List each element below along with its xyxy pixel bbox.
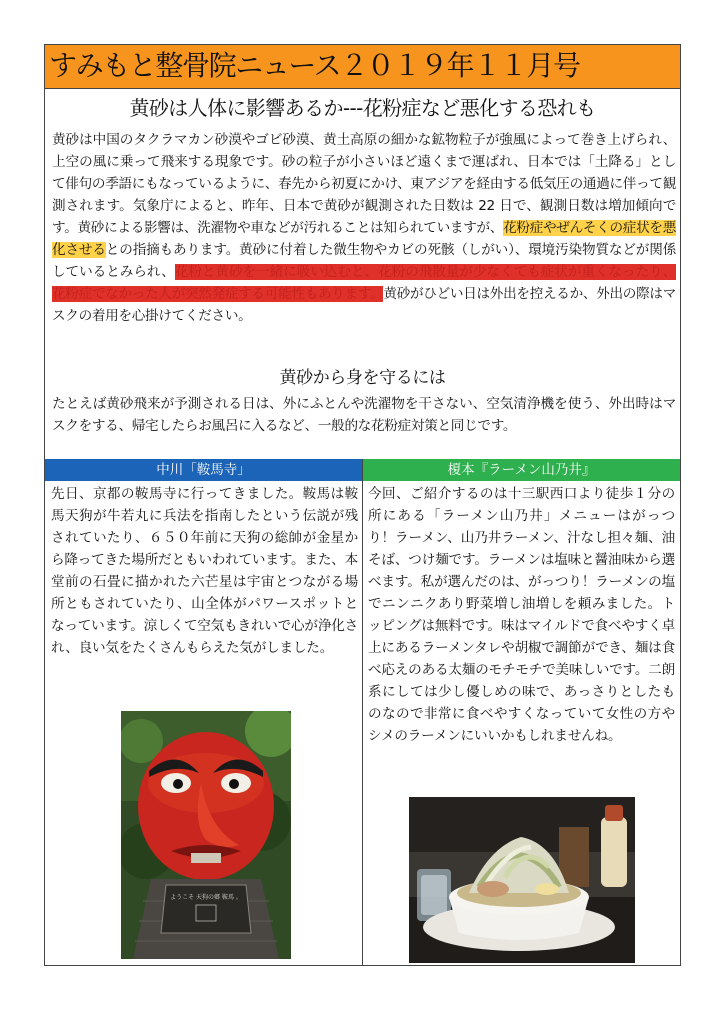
masthead-banner [45, 45, 680, 89]
column-divider [362, 459, 363, 965]
article-body-part1: 黄砂は中国のタクラマカン砂漠やゴビ砂漠、黄土高原の細かな鉱物粒子が強風によって巻き上げられ、上空の風に乗って飛来する現象です。砂の粒子が小さいほど遠くまで運ばれ、日本では「土降る」として俳句の季語にもなっているように、春先から初夏にかけ、東アジアを経由する低気圧の通過に伴って観測されます。気象庁によると、昨年、日本で黄砂が観測された日数は 22 日で、観測日数は増加傾向です。黄砂による影響は、洗濯物や車などが汚れることは知られていますが、 [52, 132, 676, 236]
tengu-sign-text: ようこそ 天狗の郷 鞍馬 。 [170, 894, 242, 901]
article-body [52, 129, 676, 327]
article-body-part3: 黄砂がひどい日は外出を控えるか、外出の際はマスクの着用を心掛けてください。 [52, 286, 676, 324]
tengu-illustration [121, 711, 291, 959]
highlight-yellow-text: 花粉症やぜんそくの症状を悪化させる [52, 220, 676, 258]
left-column-header: 中川「鞍馬寺」 [45, 459, 362, 481]
article-headline: 黄砂は人体に影響あるか---花粉症など悪化する恐れも [129, 96, 596, 120]
right-column-body: 今回、ご紹介するのは十三駅西口より徒歩１分の所にある「ラーメン山乃井」メニューはがっつり！ラーメン、山乃井ラーメン、汁なし担々麺、油そば、つけ麺です。ラーメンは塩味と醤油味から選べます。私が選んだのは、がっつり！ラーメンの塩でニンニクあり野菜増し油増しを頼みました。トッピングは無料です。味はマイルドで食べやすく卓上にあるラーメンタレや胡椒で調節ができ、麺は食べ応えのある太麺のモチモチで美味しいです。二朗系にしては少し優しめの味で、あっさりとしたものなので非常に食べやすくなっていて女性の方やシメのラーメンにいいかもしれませんね。 [368, 486, 675, 744]
protection-heading: 黄砂から身を守るには [279, 368, 446, 388]
highlight-red-text: 花粉と黄砂を一緒に吸い込むと、花粉の飛散量が少なくても症状が重くなったり、花粉症でなかった人が突然発症する可能性もあります。 [52, 264, 676, 302]
newsletter-page [44, 44, 681, 966]
right-column-header: 榎本『ラーメン山乃井』 [363, 459, 680, 481]
article-body-part2: との指摘もあります。黄砂に付着した微生物やカビの死骸（しがい）、環境汚染物質などが関係しているとみられ、 [52, 242, 676, 280]
tengu-statue-photo [121, 711, 291, 959]
left-column-body: 先日、京都の鞍馬寺に行ってきました。鞍馬は鞍馬天狗が牛若丸に兵法を指南したという伝説が残されていたり、６５０年前に天狗の総帥が金星から降ってきた場所だともいわれています。また、本堂前の石畳に描かれた六芒星は宇宙とつながる場所ともされていたり、山全体がパワースポットとなっています。涼しくて空気もきれいで心が浄化され、良い気をたくさんもらえた気がしました。 [51, 486, 358, 656]
ramen-photo [409, 797, 635, 963]
ramen-illustration [409, 797, 635, 963]
protection-body: たとえば黄砂飛来が予測される日は、外にふとんや洗濯物を干さない、空気清浄機を使う、外出時はマスクをする、帰宅したらお風呂に入るなど、一般的な花粉症対策と同じです。 [52, 396, 676, 434]
masthead-title: すみもと整骨院ニュース２０１９年１１月号 [49, 49, 580, 82]
